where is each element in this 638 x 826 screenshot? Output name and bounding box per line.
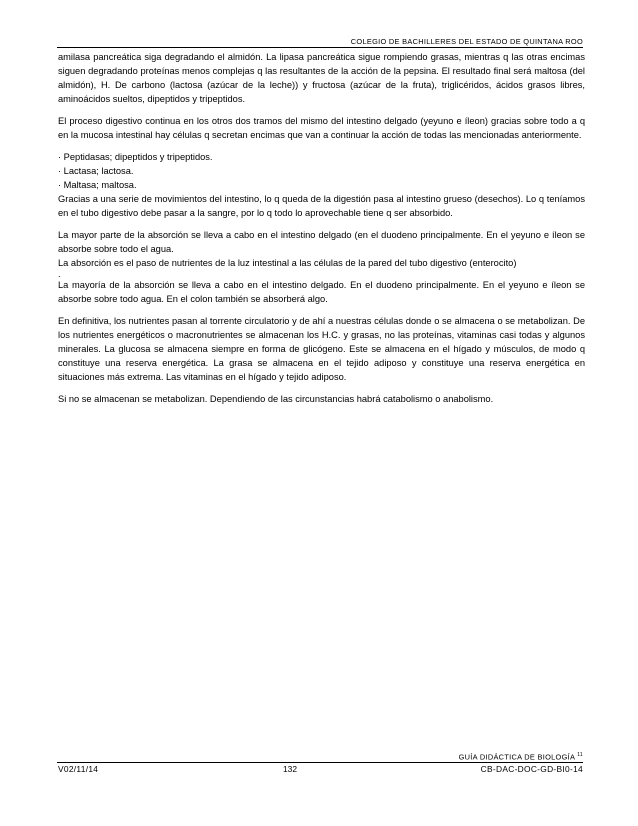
paragraph-4: La mayor parte de la absorción se lleva a cabo en el intestino delgado (en el duodeno principalmente. En el yeyuno e íleon se absorbe sobre todo el agua. (58, 230, 585, 254)
footer-rule (57, 762, 583, 763)
enzyme-list (58, 150, 585, 192)
paragraph-2: El proceso digestivo continua en los otros dos tramos del mismo del intestino delgado (yeyuno e íleon) gracias sobre todo a q en la mucosa intestinal hay células q secretan encimas que van a continuar la acción de todas las mencionadas anteriormente. (58, 116, 585, 140)
list-item: · Maltasa; maltosa. (58, 180, 137, 190)
list-item: · Peptidasas; dipeptidos y tripeptidos. (58, 152, 213, 162)
page-header: COLEGIO DE BACHILLERES DEL ESTADO DE QUINTANA ROO (350, 37, 583, 46)
footer-doc-code: CB-DAC-DOC-GD-BI0-14 (480, 764, 583, 774)
paragraph-6: La mayoría de la absorción se lleva a cabo en el intestino delgado. En el duodeno principalmente. En el yeyuno e íleon se absorbe sobre todo agua. En el colon también se absorberá algo. (58, 280, 585, 304)
paragraph-8: Si no se almacenan se metabolizan. Dependiendo de las circunstancias habrá catabolismo o anabolismo. (58, 394, 494, 404)
body-content (58, 50, 585, 406)
footer-version: V02/11/14 (58, 764, 99, 774)
footer-guide-title (459, 752, 583, 761)
page-number: 132 (283, 764, 297, 774)
paragraph-5: La absorción es el paso de nutrientes de la luz intestinal a las células de la pared del tubo digestivo (enterocito) (58, 258, 517, 268)
guide-superscript: 11 (577, 752, 583, 758)
guide-title-text: GUÍA DIDÁCTICA DE BIOLOGÍA (458, 752, 575, 762)
paragraph-1: amilasa pancreática siga degradando el almidón. La lipasa pancreática sigue rompiendo grasas, mientras q las otras encimas siguen degradando proteínas menos complejas q las resultantes de la acción de la pepsina. El resultado final será maltosa (del almidón), H. De carbono (lactosa (azúcar de la leche)) y fructosa (azúcar de la fruta), triglicéridos, ácidos grasos libres, aminoácidos sueltos, dipeptidos y tripeptidos. (58, 52, 585, 104)
list-item: · Lactasa; lactosa. (58, 166, 134, 176)
paragraph-3: Gracias a una serie de movimientos del intestino, lo q queda de la digestión pasa al intestino grueso (desechos). Lo q teníamos en el tubo digestivo debe pasar a la sangre, por lo q todo lo aprovechable tiene q ser absorbido. (58, 194, 585, 218)
header-rule (57, 47, 583, 48)
stray-dot: . (58, 269, 61, 279)
paragraph-7: En definitiva, los nutrientes pasan al torrente circulatorio y de ahí a nuestras células donde o se almacena o se metabolizan. De los nutrientes energéticos o macronutrientes se almacenan los H.C. y grasas, no las proteínas, vitaminas casi todas y algunos minerales. La glucosa se almacena siempre en forma de glicógeno. Este se almacena en el hígado y músculos, de modo q constituye una reserva energética. La grasa se almacena en el tejido adiposo y constituye una reserva energética en situaciones más extrema. Las vitaminas en el hígado y tejido adiposo. (58, 316, 585, 382)
